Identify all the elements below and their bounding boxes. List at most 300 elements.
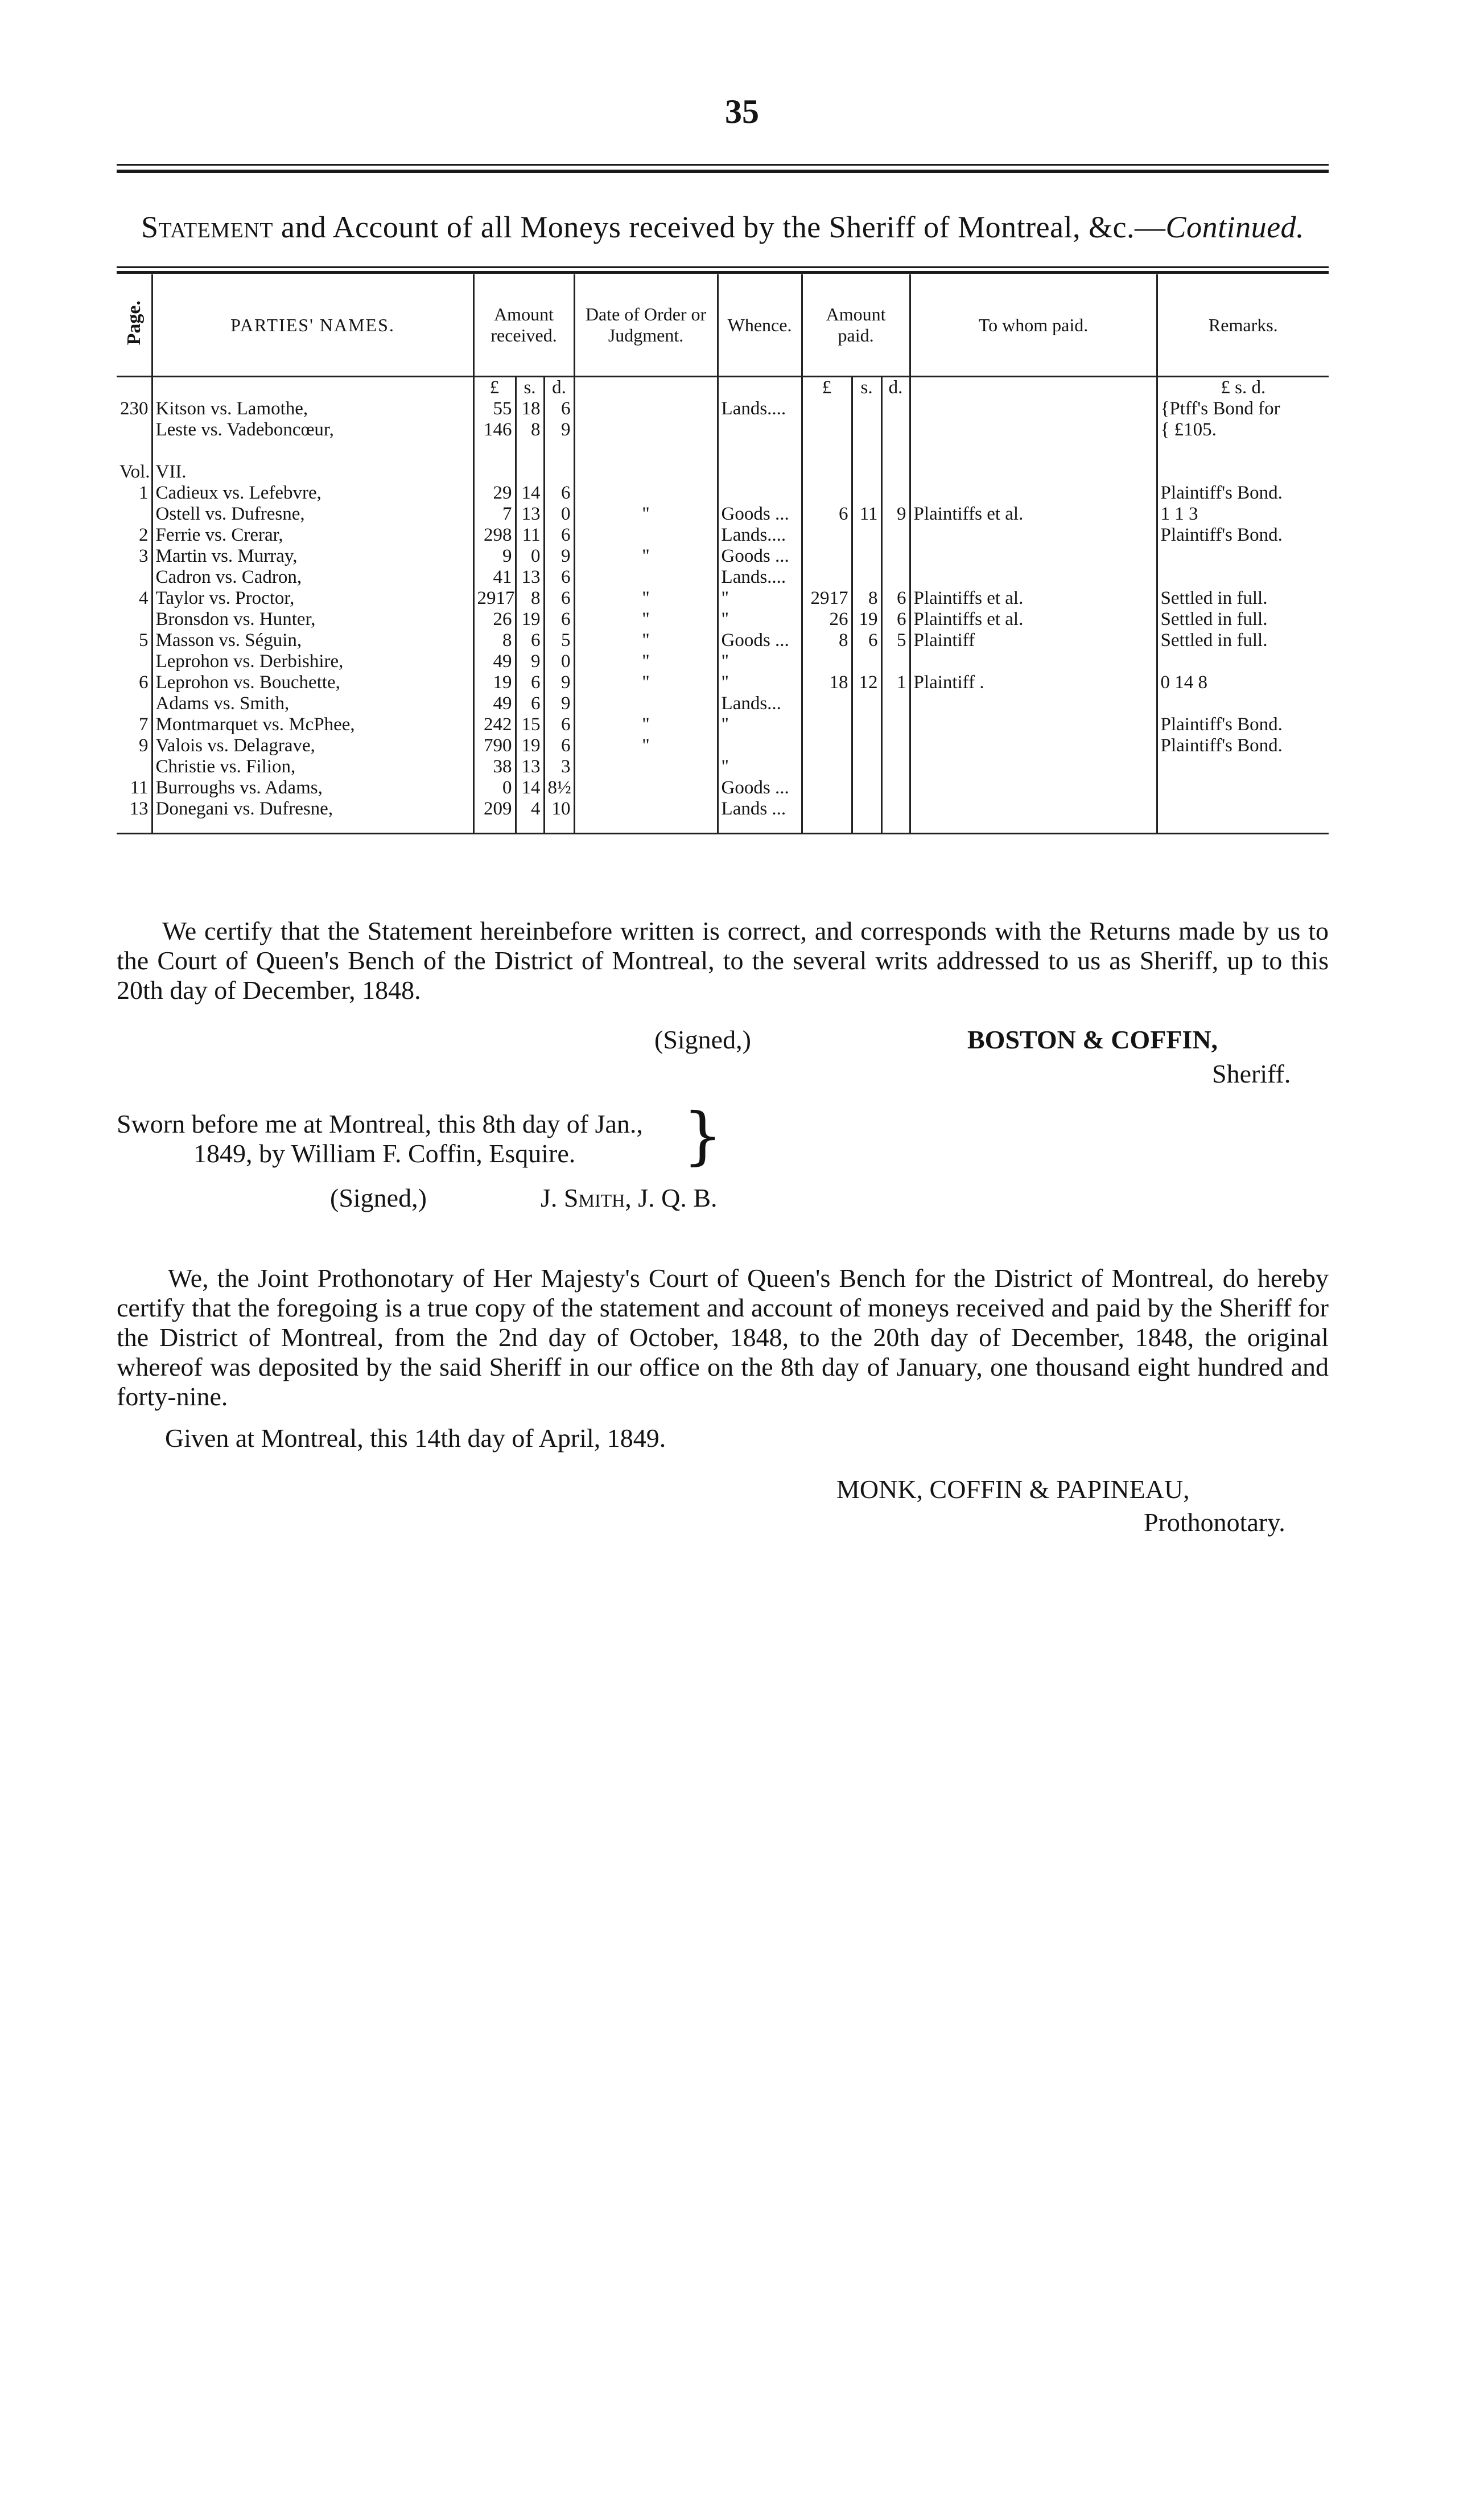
cell-p-l — [802, 756, 852, 777]
cell-date — [574, 777, 718, 799]
sworn-signed: (Signed,) — [330, 1183, 427, 1212]
cell-to-whom — [910, 735, 1157, 756]
cell-p-l: 8 — [802, 630, 852, 651]
cell-date — [574, 799, 718, 834]
sheriff-certification: We certify that the Statement hereinbefore written is correct, and corresponds with the Returns made by us to the Court of Queen's Bench of the District of Montreal, to the several writs addressed to us as Sheriff, up to this 20th day of December, 1848. — [117, 916, 1329, 1005]
cell-p-l — [802, 419, 852, 441]
cell-r-d: 9 — [544, 419, 574, 441]
cell-r-s — [516, 462, 544, 483]
cell-date: " — [574, 672, 718, 693]
cell-whence: Goods ... — [718, 630, 802, 651]
cell-p-l — [802, 483, 852, 504]
cell-to-whom — [910, 799, 1157, 834]
cell-r-l: 29 — [473, 483, 516, 504]
cell-r-d: 9 — [544, 672, 574, 693]
signed-label: (Signed,) — [654, 1025, 751, 1054]
col-header-date-of-order: Date of Order or Judgment. — [574, 274, 718, 377]
cell-parties: Cadron vs. Cadron, — [152, 567, 473, 588]
cell-p-l — [802, 714, 852, 735]
cell-date: " — [574, 546, 718, 567]
cell-p-s — [852, 483, 881, 504]
cell-date — [574, 483, 718, 504]
cell-page — [117, 693, 152, 714]
cell-p-l: 26 — [802, 609, 852, 630]
cell-p-s: 6 — [852, 630, 881, 651]
table-row — [117, 735, 1329, 756]
cell-r-l: 790 — [473, 735, 516, 756]
cell-p-d — [881, 525, 910, 546]
cell-remarks: Plaintiff's Bond. — [1157, 525, 1329, 546]
cell-p-l — [802, 398, 852, 419]
heading-continued: Continued. — [1165, 210, 1305, 244]
cell-p-d: 6 — [881, 609, 910, 630]
cell-r-s: 6 — [516, 672, 544, 693]
col-header-page: Page. — [117, 274, 152, 377]
cell-parties: Ferrie vs. Crerar, — [152, 525, 473, 546]
cell-date — [574, 693, 718, 714]
cell-r-d: 6 — [544, 588, 574, 609]
cell-p-s — [852, 799, 881, 834]
unit-remarks: £ s. d. — [1157, 377, 1329, 399]
cell-remarks: 0 14 8 — [1157, 672, 1329, 693]
cell-r-d: 3 — [544, 756, 574, 777]
cell-whence: Goods ... — [718, 546, 802, 567]
cell-page: 4 — [139, 588, 149, 608]
cell-r-s: 13 — [516, 567, 544, 588]
cell-p-d — [881, 799, 910, 834]
top-rule-thin — [117, 164, 1329, 166]
cell-to-whom — [910, 462, 1157, 483]
cell-page: Vol. — [119, 462, 150, 482]
cell-date: " — [574, 735, 718, 756]
cell-p-l: 18 — [802, 672, 852, 693]
cell-r-s: 8 — [516, 419, 544, 441]
cell-parties: Montmarquet vs. McPhee, — [152, 714, 473, 735]
cell-to-whom — [910, 714, 1157, 735]
cell-p-d — [881, 777, 910, 799]
cell-r-s: 19 — [516, 609, 544, 630]
cell-p-d: 5 — [881, 630, 910, 651]
cell-page — [117, 756, 152, 777]
heading-text: and Account of all Moneys received by the Sheriff of Montreal, &c.— — [273, 210, 1166, 244]
table-top-rule-2 — [117, 271, 1329, 274]
cell-p-l — [802, 799, 852, 834]
cell-parties: Taylor vs. Proctor, — [152, 588, 473, 609]
cell-r-s: 8 — [516, 588, 544, 609]
cell-remarks — [1157, 441, 1329, 462]
unit-shilling-paid: s. — [852, 377, 881, 399]
prothonotary-title: Prothonotary. — [1144, 1508, 1285, 1537]
cell-page: 3 — [139, 546, 149, 566]
cell-date — [574, 525, 718, 546]
cell-r-d: 8½ — [544, 777, 574, 799]
cell-r-d: 6 — [544, 735, 574, 756]
justice-name: J. Smith, J. Q. B. — [541, 1183, 718, 1212]
cell-r-l: 55 — [473, 398, 516, 419]
cell-r-l — [473, 441, 516, 462]
cell-p-d: 9 — [881, 504, 910, 525]
cell-whence: " — [718, 588, 802, 609]
cell-parties — [152, 441, 473, 462]
cell-to-whom — [910, 756, 1157, 777]
cell-r-d: 6 — [544, 525, 574, 546]
cell-parties: Adams vs. Smith, — [152, 693, 473, 714]
cell-page — [117, 567, 152, 588]
cell-r-s: 4 — [516, 799, 544, 834]
cell-r-l: 26 — [473, 609, 516, 630]
col-header-amount-paid: Amount paid. — [802, 274, 910, 377]
cell-page: 2 — [139, 525, 149, 545]
cell-remarks — [1157, 756, 1329, 777]
cell-r-l: 0 — [473, 777, 516, 799]
cell-date: " — [574, 651, 718, 672]
cell-r-d: 0 — [544, 504, 574, 525]
cell-p-s — [852, 693, 881, 714]
cell-parties: Burroughs vs. Adams, — [152, 777, 473, 799]
cell-remarks: 1 1 3 — [1157, 504, 1329, 525]
prothonotary-names: MONK, COFFIN & PAPINEAU, — [836, 1475, 1190, 1504]
cell-whence: Goods ... — [718, 504, 802, 525]
cell-whence — [718, 483, 802, 504]
table-row — [117, 799, 1329, 834]
cell-p-s — [852, 714, 881, 735]
cell-p-s — [852, 398, 881, 419]
cell-page: 1 — [139, 483, 149, 503]
cell-date: " — [574, 588, 718, 609]
col-header-whence: Whence. — [718, 274, 802, 377]
cell-r-d: 9 — [544, 693, 574, 714]
cell-date: " — [574, 504, 718, 525]
cell-date — [574, 398, 718, 419]
cell-whence — [718, 462, 802, 483]
col-header-to-whom-paid: To whom paid. — [910, 274, 1157, 377]
col-header-remarks: Remarks. — [1157, 274, 1329, 377]
cell-r-s: 0 — [516, 546, 544, 567]
sworn-line-1: Sworn before me at Montreal, this 8th day of Jan., — [117, 1109, 643, 1138]
cell-p-s — [852, 419, 881, 441]
cell-p-d — [881, 693, 910, 714]
cell-r-l: 49 — [473, 651, 516, 672]
cell-date: " — [574, 714, 718, 735]
cell-parties: Masson vs. Séguin, — [152, 630, 473, 651]
cell-to-whom — [910, 651, 1157, 672]
cell-whence: Lands.... — [718, 398, 802, 419]
cell-r-d: 5 — [544, 630, 574, 651]
cell-r-d: 10 — [544, 799, 574, 834]
cell-page — [117, 609, 152, 630]
table-row — [117, 462, 1329, 483]
cell-r-l: 2917 — [473, 588, 516, 609]
cell-p-s — [852, 525, 881, 546]
cell-to-whom — [910, 441, 1157, 462]
sworn-brace: } — [683, 1099, 723, 1172]
cell-page: 6 — [139, 672, 149, 693]
cell-remarks: Plaintiff's Bond. — [1157, 483, 1329, 504]
cell-remarks — [1157, 462, 1329, 483]
cell-to-whom: Plaintiff . — [910, 672, 1157, 693]
cell-p-d — [881, 419, 910, 441]
cell-remarks: { £105. — [1157, 419, 1329, 441]
cell-page — [117, 419, 152, 441]
cell-r-l — [473, 462, 516, 483]
cell-p-s — [852, 567, 881, 588]
cell-p-s: 8 — [852, 588, 881, 609]
cell-p-l: 2917 — [802, 588, 852, 609]
cell-r-l: 298 — [473, 525, 516, 546]
cell-remarks: Plaintiff's Bond. — [1157, 714, 1329, 735]
cell-parties: Donegani vs. Dufresne, — [152, 799, 473, 834]
cell-to-whom: Plaintiffs et al. — [910, 588, 1157, 609]
cell-page — [117, 441, 152, 462]
cell-r-l: 9 — [473, 546, 516, 567]
cell-r-s — [516, 441, 544, 462]
cell-p-d — [881, 714, 910, 735]
cell-remarks: Plaintiff's Bond. — [1157, 735, 1329, 756]
table-row — [117, 419, 1329, 441]
cell-date: " — [574, 609, 718, 630]
page-number: 35 — [725, 93, 759, 130]
cell-page — [117, 504, 152, 525]
cell-r-l: 19 — [473, 672, 516, 693]
cell-page: 11 — [130, 777, 149, 798]
table-row — [117, 546, 1329, 567]
cell-r-s: 19 — [516, 735, 544, 756]
cell-whence: Lands.... — [718, 567, 802, 588]
cell-r-s: 14 — [516, 483, 544, 504]
cell-p-s — [852, 651, 881, 672]
cell-p-l — [802, 735, 852, 756]
col-header-amount-received: Amount received. — [473, 274, 574, 377]
sheriff-title: Sheriff. — [1212, 1059, 1291, 1088]
cell-r-s: 15 — [516, 714, 544, 735]
cell-r-d: 6 — [544, 483, 574, 504]
cell-page — [117, 651, 152, 672]
cell-to-whom: Plaintiffs et al. — [910, 609, 1157, 630]
moneys-statement-table — [117, 274, 1329, 834]
cell-whence — [718, 441, 802, 462]
cell-p-d — [881, 483, 910, 504]
cell-p-l — [802, 777, 852, 799]
cell-parties: Kitson vs. Lamothe, — [152, 398, 473, 419]
sworn-line-2: 1849, by William F. Coffin, Esquire. — [193, 1139, 576, 1168]
table-row — [117, 504, 1329, 525]
cell-p-l — [802, 651, 852, 672]
cell-to-whom — [910, 693, 1157, 714]
cell-parties: VII. — [152, 462, 473, 483]
cell-r-s: 11 — [516, 525, 544, 546]
cell-remarks — [1157, 799, 1329, 834]
cell-r-l: 146 — [473, 419, 516, 441]
cell-to-whom — [910, 546, 1157, 567]
cell-date: " — [574, 630, 718, 651]
table-top-rule-1 — [117, 266, 1329, 268]
cell-p-s: 12 — [852, 672, 881, 693]
cell-page: 5 — [139, 630, 149, 651]
cell-p-l — [802, 525, 852, 546]
cell-page: 13 — [117, 799, 152, 834]
cell-r-d: 6 — [544, 609, 574, 630]
cell-remarks — [1157, 651, 1329, 672]
cell-p-l — [802, 567, 852, 588]
cell-r-s: 6 — [516, 693, 544, 714]
cell-whence: Lands.... — [718, 525, 802, 546]
cell-to-whom — [910, 419, 1157, 441]
cell-date — [574, 567, 718, 588]
given-at: Given at Montreal, this 14th day of April, 1849. — [165, 1423, 666, 1452]
cell-p-d — [881, 462, 910, 483]
cell-p-l — [802, 546, 852, 567]
cell-remarks: Settled in full. — [1157, 609, 1329, 630]
cell-r-s: 13 — [516, 504, 544, 525]
table-row — [117, 588, 1329, 609]
cell-parties: Ostell vs. Dufresne, — [152, 504, 473, 525]
cell-r-d: 6 — [544, 714, 574, 735]
unit-shilling: s. — [516, 377, 544, 399]
cell-r-d: 6 — [544, 567, 574, 588]
cell-p-s — [852, 462, 881, 483]
cell-whence: Lands ... — [718, 799, 802, 834]
cell-r-s: 13 — [516, 756, 544, 777]
cell-parties: Leste vs. Vadeboncœur, — [152, 419, 473, 441]
cell-to-whom — [910, 398, 1157, 419]
cell-p-s — [852, 441, 881, 462]
table-row — [117, 525, 1329, 546]
cell-p-d — [881, 567, 910, 588]
cell-p-l — [802, 441, 852, 462]
col-header-parties: PARTIES' NAMES. — [152, 274, 473, 377]
cell-to-whom: Plaintiffs et al. — [910, 504, 1157, 525]
cell-date — [574, 441, 718, 462]
statement-word: Statement — [141, 210, 273, 244]
unit-pence: d. — [544, 377, 574, 399]
unit-pound-paid: £ — [802, 377, 852, 399]
cell-p-s — [852, 735, 881, 756]
cell-r-l: 7 — [473, 504, 516, 525]
cell-r-d: 9 — [544, 546, 574, 567]
table-row — [117, 483, 1329, 504]
cell-whence: " — [718, 651, 802, 672]
cell-remarks — [1157, 546, 1329, 567]
statement-heading — [117, 209, 1329, 245]
table-row — [117, 630, 1329, 651]
cell-p-s — [852, 546, 881, 567]
table-row — [117, 609, 1329, 630]
cell-r-l: 209 — [473, 799, 516, 834]
cell-remarks: Settled in full. — [1157, 588, 1329, 609]
cell-p-s: 11 — [852, 504, 881, 525]
table-row — [117, 756, 1329, 777]
cell-parties: Leprohon vs. Bouchette, — [152, 672, 473, 693]
sheriff-names: BOSTON & COFFIN, — [967, 1025, 1218, 1054]
cell-whence: " — [718, 609, 802, 630]
cell-p-l: 6 — [802, 504, 852, 525]
cell-date — [574, 462, 718, 483]
cell-whence: " — [718, 714, 802, 735]
cell-parties: Leprohon vs. Derbishire, — [152, 651, 473, 672]
cell-p-d — [881, 756, 910, 777]
cell-r-d: 6 — [544, 398, 574, 419]
table-row — [117, 398, 1329, 419]
cell-r-s: 18 — [516, 398, 544, 419]
cell-r-d — [544, 441, 574, 462]
cell-r-l: 242 — [473, 714, 516, 735]
units-row — [117, 377, 1329, 399]
prothonotary-certification: We, the Joint Prothonotary of Her Majesty's Court of Queen's Bench for the District of Montreal, do hereby certify that the foregoing is a true copy of the statement and account of moneys received and paid by the Sheriff for the District of Montreal, from the 2nd day of October, 1848, to the 20th day of December, 1848, the original whereof was deposited by the said Sheriff in our office on the 8th day of January, one thousand eight hundred and forty-nine. — [117, 1264, 1329, 1411]
cell-p-d — [881, 398, 910, 419]
cell-remarks: {Ptff's Bond for — [1157, 398, 1329, 419]
cell-parties: Valois vs. Delagrave, — [152, 735, 473, 756]
cell-whence: Goods ... — [718, 777, 802, 799]
cell-page: 230 — [120, 398, 149, 419]
table-header-row — [117, 274, 1329, 377]
unit-pence-paid: d. — [881, 377, 910, 399]
cell-p-s — [852, 756, 881, 777]
cell-r-d: 0 — [544, 651, 574, 672]
cell-p-d: 6 — [881, 588, 910, 609]
cell-r-s: 14 — [516, 777, 544, 799]
cell-date — [574, 756, 718, 777]
top-rule-thick — [117, 170, 1329, 173]
unit-pound: £ — [473, 377, 516, 399]
table-row — [117, 777, 1329, 799]
cell-p-d — [881, 441, 910, 462]
table-row — [117, 693, 1329, 714]
cell-page: 9 — [139, 735, 149, 756]
cell-whence — [718, 735, 802, 756]
cell-r-l: 8 — [473, 630, 516, 651]
cell-p-l — [802, 462, 852, 483]
cell-remarks: Settled in full. — [1157, 630, 1329, 651]
cell-remarks — [1157, 777, 1329, 799]
cell-whence: " — [718, 756, 802, 777]
cell-remarks — [1157, 693, 1329, 714]
cell-date — [574, 419, 718, 441]
table-row — [117, 567, 1329, 588]
cell-to-whom — [910, 567, 1157, 588]
cell-p-d — [881, 651, 910, 672]
table-row — [117, 651, 1329, 672]
cell-p-l — [802, 693, 852, 714]
table-row — [117, 714, 1329, 735]
cell-r-l: 38 — [473, 756, 516, 777]
cell-p-d — [881, 735, 910, 756]
table-row — [117, 441, 1329, 462]
cell-r-l: 49 — [473, 693, 516, 714]
table-row — [117, 672, 1329, 693]
cell-to-whom: Plaintiff — [910, 630, 1157, 651]
cell-p-s — [852, 777, 881, 799]
cell-parties: Bronsdon vs. Hunter, — [152, 609, 473, 630]
cell-to-whom — [910, 483, 1157, 504]
cell-p-d: 1 — [881, 672, 910, 693]
cell-parties: Christie vs. Filion, — [152, 756, 473, 777]
cell-r-s: 9 — [516, 651, 544, 672]
cell-to-whom — [910, 777, 1157, 799]
cell-p-s: 19 — [852, 609, 881, 630]
cell-to-whom — [910, 525, 1157, 546]
cell-whence: " — [718, 672, 802, 693]
cell-page: 7 — [139, 714, 149, 735]
cell-whence: Lands... — [718, 693, 802, 714]
cell-whence — [718, 419, 802, 441]
cell-parties: Cadieux vs. Lefebvre, — [152, 483, 473, 504]
cell-p-d — [881, 546, 910, 567]
cell-r-l: 41 — [473, 567, 516, 588]
cell-remarks — [1157, 567, 1329, 588]
cell-r-s: 6 — [516, 630, 544, 651]
cell-r-d — [544, 462, 574, 483]
cell-parties: Martin vs. Murray, — [152, 546, 473, 567]
